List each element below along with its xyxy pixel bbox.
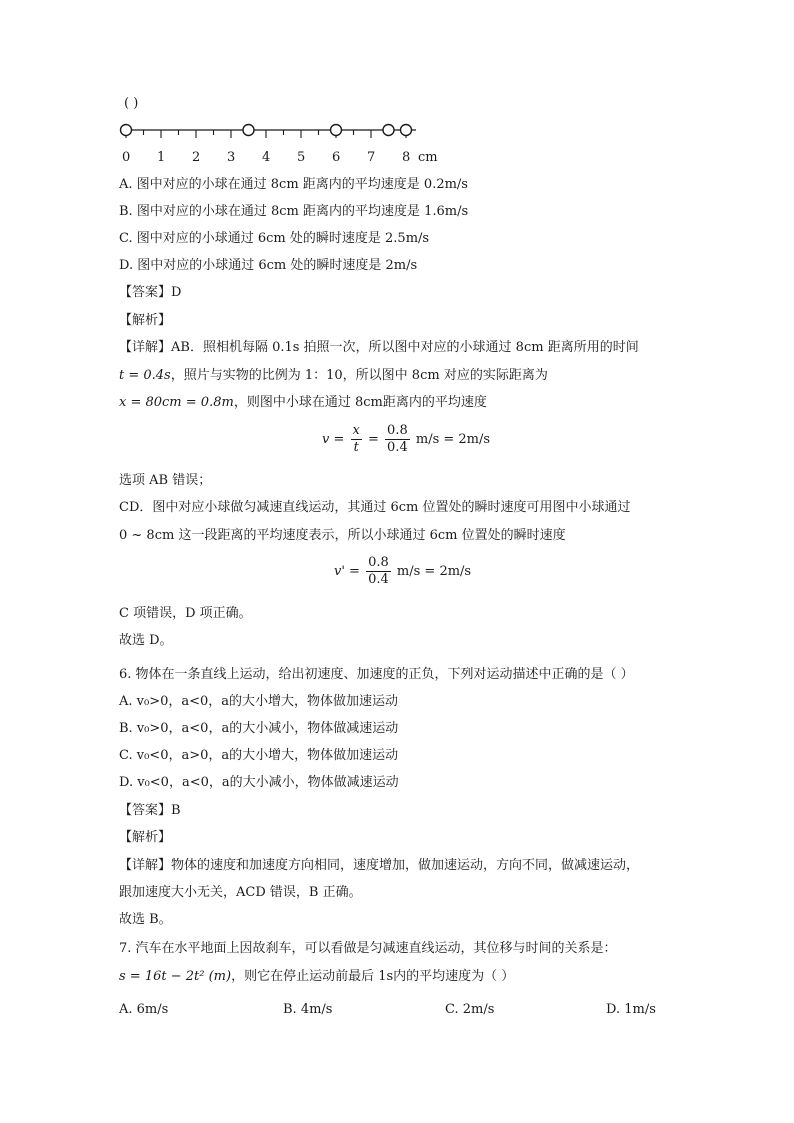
q6-option-c: C. v₀<0，a>0，a的大小增大，物体做加速运动 [119, 748, 399, 763]
ball-marker [331, 125, 342, 136]
eq1-frac2-den: 0.4 [387, 440, 408, 455]
q6-option-b: B. v₀>0，a<0，a的大小减小，物体做减速运动 [119, 721, 399, 736]
ruler-figure [0, 118, 794, 168]
eq1-result: m/s = 2m/s [415, 432, 491, 447]
distance-expression: x = 80cm = 0.8m [119, 395, 234, 410]
ball-marker [243, 125, 254, 136]
eq2-lhs: v' = [334, 564, 360, 579]
q7-stem-line-2-text: ，则它在停止运动前最后 1s内的平均速度为（ ） [231, 969, 515, 984]
q5-option-d: D. 图中对应的小球通过 6cm 处的瞬时速度是 2m/s [119, 258, 418, 273]
average-velocity-equation [322, 423, 490, 456]
ball-marker [401, 125, 412, 136]
eq1-fraction-values [385, 423, 410, 456]
q7-stem: 7. 汽车在水平地面上因故刹车，可以看做是匀减速直线运动，其位移与时间的关系是： [119, 941, 617, 956]
ruler-tick-label: 0 [122, 150, 131, 165]
q5-detail-line-3 [119, 394, 487, 412]
eq2-fraction-values [366, 555, 391, 588]
q6-option-a: A. v₀>0，a<0，a的大小增大，物体做加速运动 [119, 694, 399, 709]
q5-detail-line-2 [119, 367, 548, 385]
ruler-tick-label: 6 [332, 150, 341, 165]
eq1-frac2-num: 0.8 [387, 423, 408, 438]
time-expression: t = 0.4s [119, 368, 171, 383]
q7-option-a: A. 6m/s [119, 1002, 169, 1017]
q5-analysis-heading: 【解析】 [119, 313, 172, 328]
eq1-equals: = [368, 432, 379, 447]
eq1-frac1-num: x [352, 423, 360, 438]
q7-option-d: D. 1m/s [606, 1002, 656, 1017]
ruler-tick-label: 3 [227, 150, 236, 165]
q7-option-b: B. 4m/s [283, 1002, 333, 1017]
eq2-result: m/s = 2m/s [396, 564, 472, 579]
q5-detail-line-6: 0 ~ 8cm 这一段距离的平均速度表示，所以小球通过 6cm 位置处的瞬时速度 [119, 528, 566, 543]
ruler-tick-label: 1 [157, 150, 166, 165]
q6-conclusion: 故选 B。 [119, 912, 172, 927]
q5-detail-line-1: 【详解】AB．照相机每隔 0.1s 拍照一次，所以图中对应的小球通过 8cm 距离所用的时间 [119, 340, 639, 355]
eq1-fraction-x-over-t [351, 423, 362, 456]
q5-detail-line-2-text: ，照片与实物的比例为 1：10，所以图中 8cm 对应的实际距离为 [170, 368, 548, 383]
eq1-frac1-den: t [353, 440, 359, 455]
q6-detail-line-1: 【详解】物体的速度和加速度方向相同，速度增加，做加速运动，方向不同，做减速运动， [119, 858, 640, 873]
ruler-unit-label: cm [418, 150, 438, 165]
q5-answer-paren: ( ) [124, 96, 139, 111]
q5-detail-line-5: CD．图中对应小球做匀减速直线运动，其通过 6cm 位置处的瞬时速度可用图中小球通过 [119, 500, 631, 515]
q5-option-a: A. 图中对应的小球在通过 8cm 距离内的平均速度是 0.2m/s [119, 177, 468, 192]
q5-detail-line-4: 选项 AB 错误； [119, 473, 212, 488]
eq1-lhs: v = [322, 432, 345, 447]
q6-analysis-heading: 【解析】 [119, 830, 172, 845]
q7-stem-line-2 [119, 968, 514, 986]
q5-detail-line-3-text: ，则图中小球在通过 8cm距离内的平均速度 [233, 395, 487, 410]
eq2-frac-num: 0.8 [368, 555, 389, 570]
q5-conclusion: 故选 D。 [119, 633, 173, 648]
displacement-equation: s = 16t − 2t² (m) [119, 969, 232, 984]
ball-marker [383, 125, 394, 136]
q5-answer: 【答案】D [119, 285, 182, 300]
q7-option-c: C. 2m/s [445, 1002, 495, 1017]
instant-velocity-equation [334, 555, 471, 588]
q5-option-b: B. 图中对应的小球在通过 8cm 距离内的平均速度是 1.6m/s [119, 204, 469, 219]
ruler-tick-label: 7 [367, 150, 376, 165]
ruler-tick-label: 5 [297, 150, 306, 165]
ball-marker [121, 125, 132, 136]
q6-detail-line-2: 跟加速度大小无关，ACD 错误，B 正确。 [119, 885, 362, 900]
q5-option-c: C. 图中对应的小球通过 6cm 处的瞬时速度是 2.5m/s [119, 231, 430, 246]
ruler-tick-label: 8 [402, 150, 411, 165]
q6-option-d: D. v₀<0，a<0，a的大小减小，物体做减速运动 [119, 775, 399, 790]
q6-answer: 【答案】B [119, 803, 181, 818]
q6-stem: 6. 物体在一条直线上运动，给出初速度、加速度的正负，下列对运动描述中正确的是（ ） [119, 667, 634, 682]
ruler-tick-label: 2 [192, 150, 201, 165]
ruler-tick-label: 4 [262, 150, 271, 165]
eq2-frac-den: 0.4 [368, 572, 389, 587]
q5-detail-line-7: C 项错误，D 项正确。 [119, 606, 252, 621]
